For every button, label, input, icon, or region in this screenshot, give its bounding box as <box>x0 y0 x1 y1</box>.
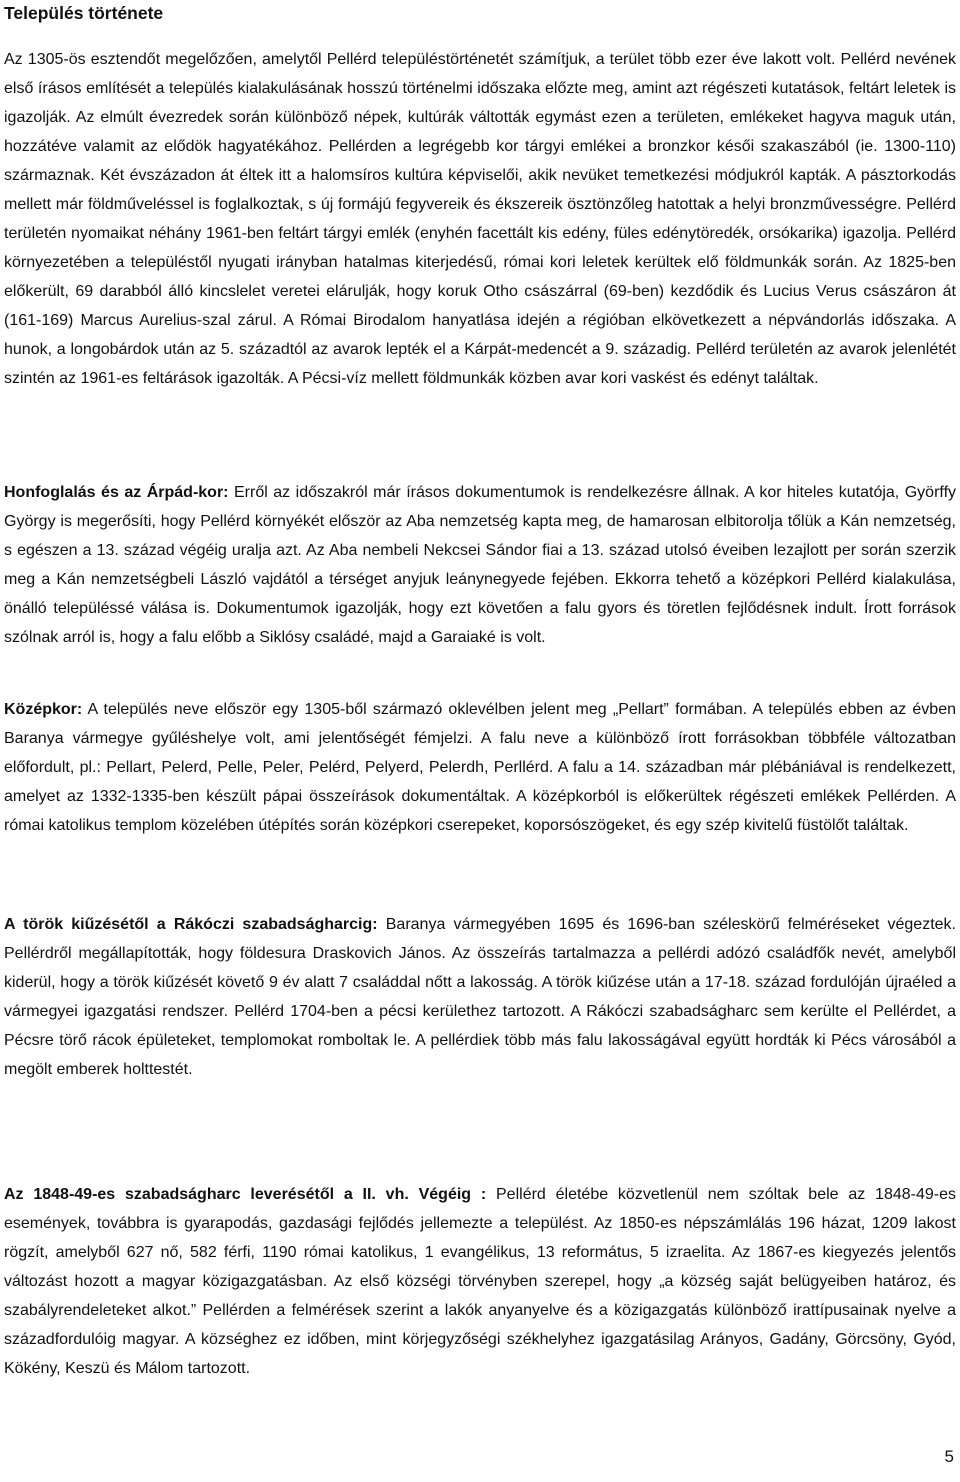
paragraph-lead: Középkor: <box>4 701 83 718</box>
paragraph-lead: A török kiűzésétől a Rákóczi szabadságharcig: <box>4 916 378 933</box>
paragraph-lead: Honfoglalás és az Árpád-kor: <box>4 484 229 501</box>
paragraph-text: Pellérd életébe közvetlenül nem szóltak bele az 1848-49-es események, továbbra is gyarapodás, gazdasági fejlődés jellemezte a települést. Az 1850-es népszámlálás 196 házat, 1209 lakost rögzít, amelyből 627 nő, 582 férfi, 1190 római katolikus, 1 evangélikus, 13 református, 5 izraelita. Az 1867-es kiegyezés jelentős változást hozott a magyar közigazgatásban. Az első községi törvényben szerepel, hogy „a község saját belügyeiben határoz, és szabályrendeleteket alkot.” Pellérden a felmérések szerint a lakók anyanyelve és a közigazgatás különböző irattípusainak nyelve a századfordulóig magyar. A községhez ez időben, mint körjegyzőségi székhelyhez igazgatásilag Arányos, Gadány, Görcsöny, Gyód, Kökény, Keszü és Málom tartozott. <box>4 1186 956 1377</box>
paragraph-text: A település neve először egy 1305-ből származó oklevélben jelent meg „Pellart” formában. A település ebben az évben Baranya vármegye gyűléshelye volt, ami jelentőségét fémjelzi. A falu neve a különböző írott forrásokban többféle változatban előfordult, pl.: Pellart, Pelerd, Pelle, Peler, Pelérd, Pelyerd, Pelerdh, Perllérd. A falu a 14. században már plébániával is rendelkezett, amelyet az 1332-1335-ben készült pápai összeírások dokumentáltak. A középkorból is előkerültek régészeti emlékek Pellérden. A római katolikus templom közelében útépítés során középkori cserepeket, koporsószögeket, és egy szép kivitelű füstölőt találtak. <box>4 701 956 834</box>
paragraph-lead: Az 1848-49-es szabadságharc leverésétől a II. vh. Végéig : <box>4 1186 487 1203</box>
paragraph-middle-ages <box>4 695 956 840</box>
paragraph-text: Baranya vármegyében 1695 és 1696-ban széleskörű felméréseket végeztek. Pellérdről megállapították, hogy földesura Draskovich János. Az összeírás tartalmazza a pellérdi adózó családfők nevét, amelyből kiderül, hogy a török kiűzését követő 9 év alatt 7 családdal nőtt a lakosság. A török kiűzése után a 17-18. század fordulóján újraéled a vármegyei igazgatási rendszer. Pellérd 1704-ben a pécsi kerülethez tartozott. A Rákóczi szabadságharc sem kerülte el Pellérdet, a Pécsre törő rácok épületeket, templomokat romboltak le. A pellérdiek több más falu lakosságával együtt hordták ki Pécs városából a megölt emberek holttestét. <box>4 916 956 1078</box>
paragraph-1848-to-ww2 <box>4 1180 956 1383</box>
page-number: 5 <box>944 1447 954 1466</box>
paragraph-turkish-expulsion <box>4 910 956 1084</box>
paragraph-history-intro <box>4 45 956 393</box>
paragraph-text: Az 1305-ös esztendőt megelőzően, amelytől Pellérd településtörténetét számítjuk, a terület több ezer éve lakott volt. Pellérd nevének első írásos említését a település kialakulásának hosszú történelmi időszaka előzte meg, amint azt régészeti kutatások, feltárt leletek is igazolják. Az elmúlt évezredek során különböző népek, kultúrák váltották egymást ezen a területen, emlékeket hagyva maguk után, hozzátéve valamit az elődök hagyatékához. Pellérden a legrégebb kor tárgyi emlékei a bronzkor késői szakaszából (ie. 1300-110) származnak. Két évszázadon át éltek itt a halomsíros kultúra képviselői, akik nevüket temetkezési módjukról kapták. A pásztorkodás mellett már földműveléssel is foglalkoztak, s új formájú fegyvereik és ékszereik ösztönzőleg hatottak a helyi bronzművességre. Pellérd területén nyomaikat néhány 1961-ben feltárt tárgyi emlék (enyhén facettált kis edény, füles edénytöredék, orsókarika) igazolja. Pellérd környezetében a településtől nyugati irányban hatalmas kiterjedésű, római kori leletek kerültek elő földmunkák során. Az 1825-ben előkerült, 69 darabból álló kincslelet veretei elárulják, hogy koruk Otho császárral (69-ben) kezdődik és Lucius Verus császáron át (161-169) Marcus Aurelius-szal zárul. A Római Birodalom hanyatlása idején a régióban elkövetkezett a népvándorlás időszaka. A hunok, a longobárdok után az 5. századtól az avarok lepték el a Kárpát-medencét a 9. századig. Pellérd területén az avarok jelenlétét szintén az 1961-es feltárások igazolták. A Pécsi-víz mellett földmunkák közben avar kori vaskést és edényt találtak. <box>4 51 956 387</box>
page-title: Település története <box>4 3 164 23</box>
paragraph-text: Erről az időszakról már írásos dokumentumok is rendelkezésre állnak. A kor hiteles kutatója, Györffy György is megerősíti, hogy Pellérd környékét először az Aba nemzetség kapta meg, de hamarosan elbitorolja tőlük a Kán nemzetség, s egészen a 13. század végéig uralja azt. Az Aba nembeli Nekcsei Sándor fiai a 13. század utolsó éveiben lezajlott per során szerzik meg a Kán nemzetségbeli László vajdától a térséget anyjuk leánynegyede fejében. Ekkorra tehető a középkori Pellérd kialakulása, önálló településsé válása is. Dokumentumok igazolják, hogy ezt követően a falu gyors és töretlen fejlődésnek indult. Írott források szólnak arról is, hogy a falu előbb a Siklósy családé, majd a Garaiaké is volt. <box>4 484 957 646</box>
paragraph-arpad-age <box>4 478 956 652</box>
